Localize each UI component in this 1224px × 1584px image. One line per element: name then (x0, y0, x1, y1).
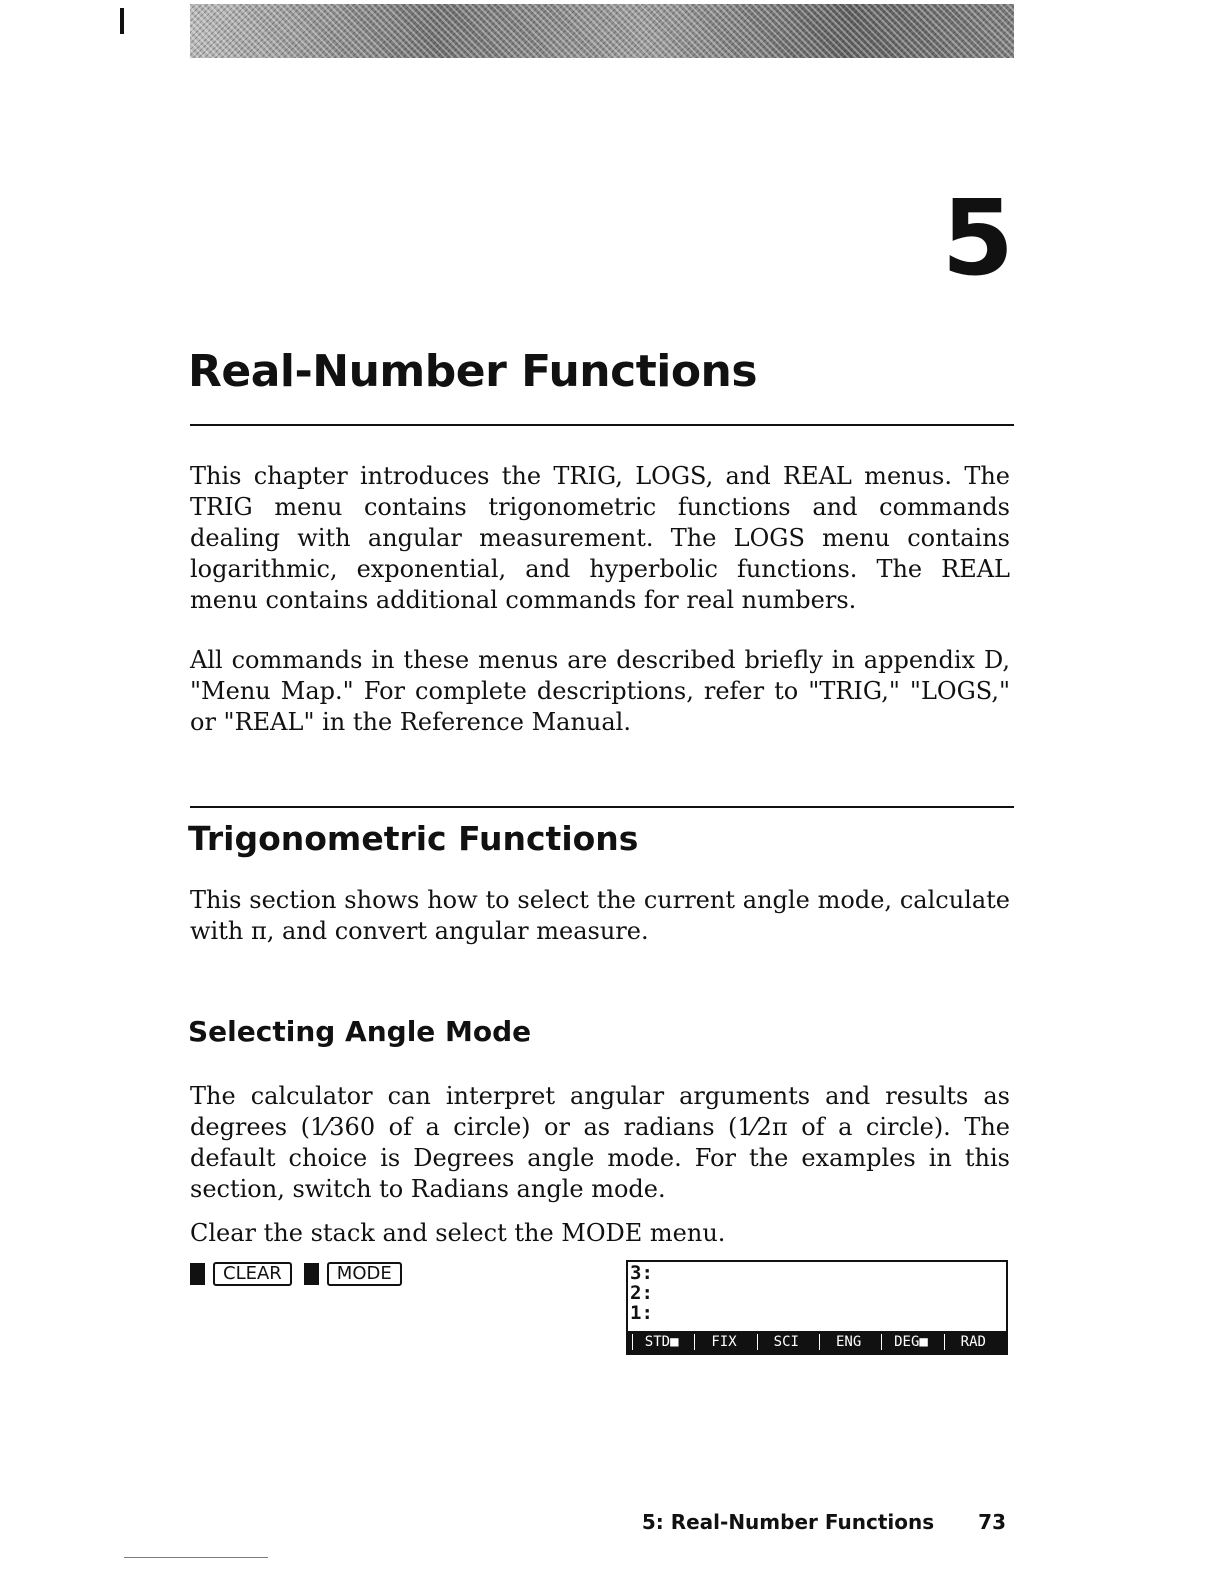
page-footer (642, 1510, 1006, 1534)
menu-label-sci: SCI (757, 1334, 815, 1350)
subsection-heading-angle-mode: Selecting Angle Mode (188, 1015, 532, 1048)
menu-label-fix: FIX (694, 1334, 752, 1350)
left-shift-key-icon (304, 1263, 319, 1285)
section-heading-trig: Trigonometric Functions (188, 819, 639, 858)
menu-label-eng: ENG (819, 1334, 877, 1350)
calculator-display (626, 1260, 1008, 1355)
chapter-title: Real-Number Functions (188, 346, 758, 397)
trig-paragraph: This section shows how to select the current angle mode, calculate with π, and convert angular measure. (190, 886, 1010, 945)
stack-level-1: 1: (630, 1302, 653, 1324)
bottom-line (124, 1557, 268, 1558)
left-shift-key-icon (190, 1263, 205, 1285)
chapter-header-band (190, 4, 1014, 58)
angle-mode-paragraph-2: Clear the stack and select the MODE menu. (190, 1219, 726, 1247)
chapter-number: 5 (941, 177, 1012, 299)
mode-key: MODE (327, 1262, 402, 1286)
page-number: 73 (978, 1510, 1006, 1534)
menu-label-deg: DEG■ (881, 1334, 939, 1350)
menu-label-rad: RAD (944, 1334, 1002, 1350)
intro-paragraph-1: This chapter introduces the TRIG, LOGS, and REAL menus. The TRIG menu contains trigonometric functions and commands dealing with angular measurement. The LOGS menu contains logarithmic, exponential, and hyperbolic functions. The REAL menu contains additional commands for real numbers. (190, 462, 1010, 614)
keystroke-sequence (190, 1262, 406, 1286)
section-rule (190, 806, 1014, 808)
clear-key: CLEAR (213, 1262, 292, 1286)
stack-level-3: 3: (630, 1262, 653, 1284)
angle-mode-paragraph-1: The calculator can interpret angular arguments and results as degrees (1⁄360 of a circle) or as radians (1⁄2π of a circle). The default choice is Degrees angle mode. For the examples in this section, switch to Radians angle mode. (190, 1082, 1010, 1203)
menu-labels (628, 1331, 1006, 1353)
stack-level-2: 2: (630, 1282, 653, 1304)
menu-label-std: STD■ (632, 1334, 690, 1350)
intro-paragraph-2: All commands in these menus are described briefly in appendix D, "Menu Map." For complete descriptions, refer to "TRIG," "LOGS," or "REAL" in the Reference Manual. (190, 646, 1010, 736)
title-rule (190, 424, 1014, 426)
margin-mark (120, 8, 124, 34)
footer-chapter-title: 5: Real-Number Functions (641, 1510, 935, 1534)
stack-levels (630, 1263, 653, 1323)
